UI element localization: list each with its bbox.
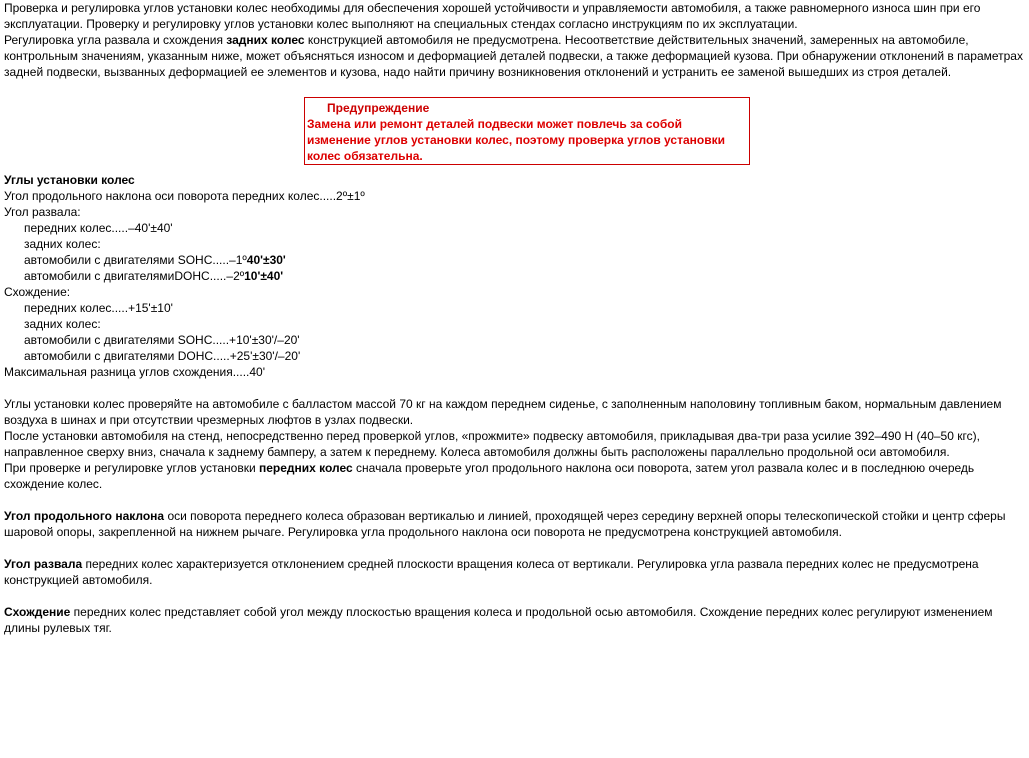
camber-description [4, 556, 1025, 588]
check-paragraph-1: Углы установки колес проверяйте на автомобиле с балластом массой 70 кг на каждом переднем сиденье, с заполненным наполовину топливным баком, нормальным давлением воздуха в шинах и при отсутствии чрезмерных люфтов в узлах подвески. [4, 397, 1002, 427]
toe-text: передних колес представляет собой угол между плоскостью вращения колеса и продольной осью автомобиля. Схождение передних колес регулируют изменением длины рулевых тяг. [4, 605, 993, 635]
camber-sohc-spec [4, 252, 1025, 268]
caster-spec: Угол продольного наклона оси поворота передних колес.....2º±1º [4, 189, 365, 203]
toe-rear-label: задних колес: [24, 317, 101, 331]
toe-max-spec: Максимальная разница углов схождения.....40' [4, 365, 266, 379]
toe-front-spec: передних колес.....+15'±10' [24, 301, 173, 315]
toe-dohc-spec: автомобили с двигателями DOHC.....+25'±30'/–20' [24, 349, 301, 363]
intro-text-rest: конструкцией автомобиля не предусмотрена. Несоответствие действительных значений, замеренных на автомобиле, контрольным значениям, указанным ниже, может объясняться износом и деформацией деталей подвески, а также деформацией кузова. При обнаружении отклонений в параметрах задней подвески, вызванных деформацией ее элементов и кузова, надо найти причину возникновения отклонений и устранить ее заменой вышедших из строя деталей. [4, 33, 1023, 79]
warning-title: Предупреждение [327, 101, 430, 115]
camber-dohc-text: автомобили с двигателямиDOHC.....–2º [24, 269, 245, 283]
intro-paragraph-2 [4, 32, 1025, 80]
camber-front-spec: передних колес.....–40'±40' [24, 221, 173, 235]
camber-term: Угол развала [4, 557, 83, 571]
rear-wheels-bold: задних колес [226, 33, 305, 47]
warning-box [304, 97, 750, 165]
toe-description [4, 604, 1025, 636]
camber-dohc-spec [4, 268, 1025, 284]
warning-area [4, 80, 1025, 172]
check-paragraph-2: После установки автомобиля на стенд, непосредственно перед проверкой углов, «прожмите» подвеску автомобиля, прикладывая два-три раза усилие 392–490 Н (40–50 кгс), направленное сверху вниз, сначала к заднему бамперу, а затем к переднему. Колеса автомобиля должны быть расположены параллельно продольной оси автомобиля. [4, 429, 980, 459]
camber-dohc-value: 10'±40' [244, 269, 284, 283]
intro-text: Регулировка угла развала и схождения [4, 33, 227, 47]
warning-text: Замена или ремонт деталей подвески может повлечь за собой изменение углов установки колес, поэтому проверка углов установки колес обязательна. [307, 117, 725, 163]
check-paragraph-3 [4, 460, 1025, 492]
check-text: При проверке и регулировке углов установки [4, 461, 259, 475]
caster-description [4, 508, 1025, 540]
front-wheels-bold: передних колес [258, 461, 353, 475]
toe-label: Схождение: [4, 285, 71, 299]
intro-paragraph-1: Проверка и регулировка углов установки колес необходимы для обеспечения хорошей устойчивости и управляемости автомобиля, а также равномерного износа шин при его эксплуатации. Проверку и регулировку углов установки колес выполняют на специальных стендах согласно инструкциям по их эксплуатации. [4, 1, 981, 31]
check-text-rest: сначала проверьте угол продольного наклона оси поворота, затем угол развала колес и в последнюю очередь схождение колес. [4, 461, 975, 491]
toe-term: Схождение [4, 605, 71, 619]
camber-rear-label: задних колес: [24, 237, 101, 251]
camber-label: Угол развала: [4, 205, 81, 219]
caster-term: Угол продольного наклона [4, 509, 165, 523]
camber-text: передних колес характеризуется отклонением средней плоскости вращения колеса от вертикали. Регулировка угла развала передних колес не предусмотрена конструкцией автомобиля. [4, 557, 979, 587]
toe-sohc-spec: автомобили с двигателями SOHC.....+10'±30'/–20' [24, 333, 300, 347]
camber-sohc-text: автомобили с двигателями SOHC.....–1º [24, 253, 247, 267]
camber-sohc-value: 40'±30' [246, 253, 286, 267]
caster-text: оси поворота переднего колеса образован вертикалью и линией, проходящей через середину верхней опоры телескопической стойки и центр сферы шаровой опоры, закрепленной на нижнем рычаге. Регулировка угла продольного наклона оси поворота не предусмотрена конструкцией автомобиля. [4, 509, 1006, 539]
angles-heading: Углы установки колес [4, 173, 135, 187]
